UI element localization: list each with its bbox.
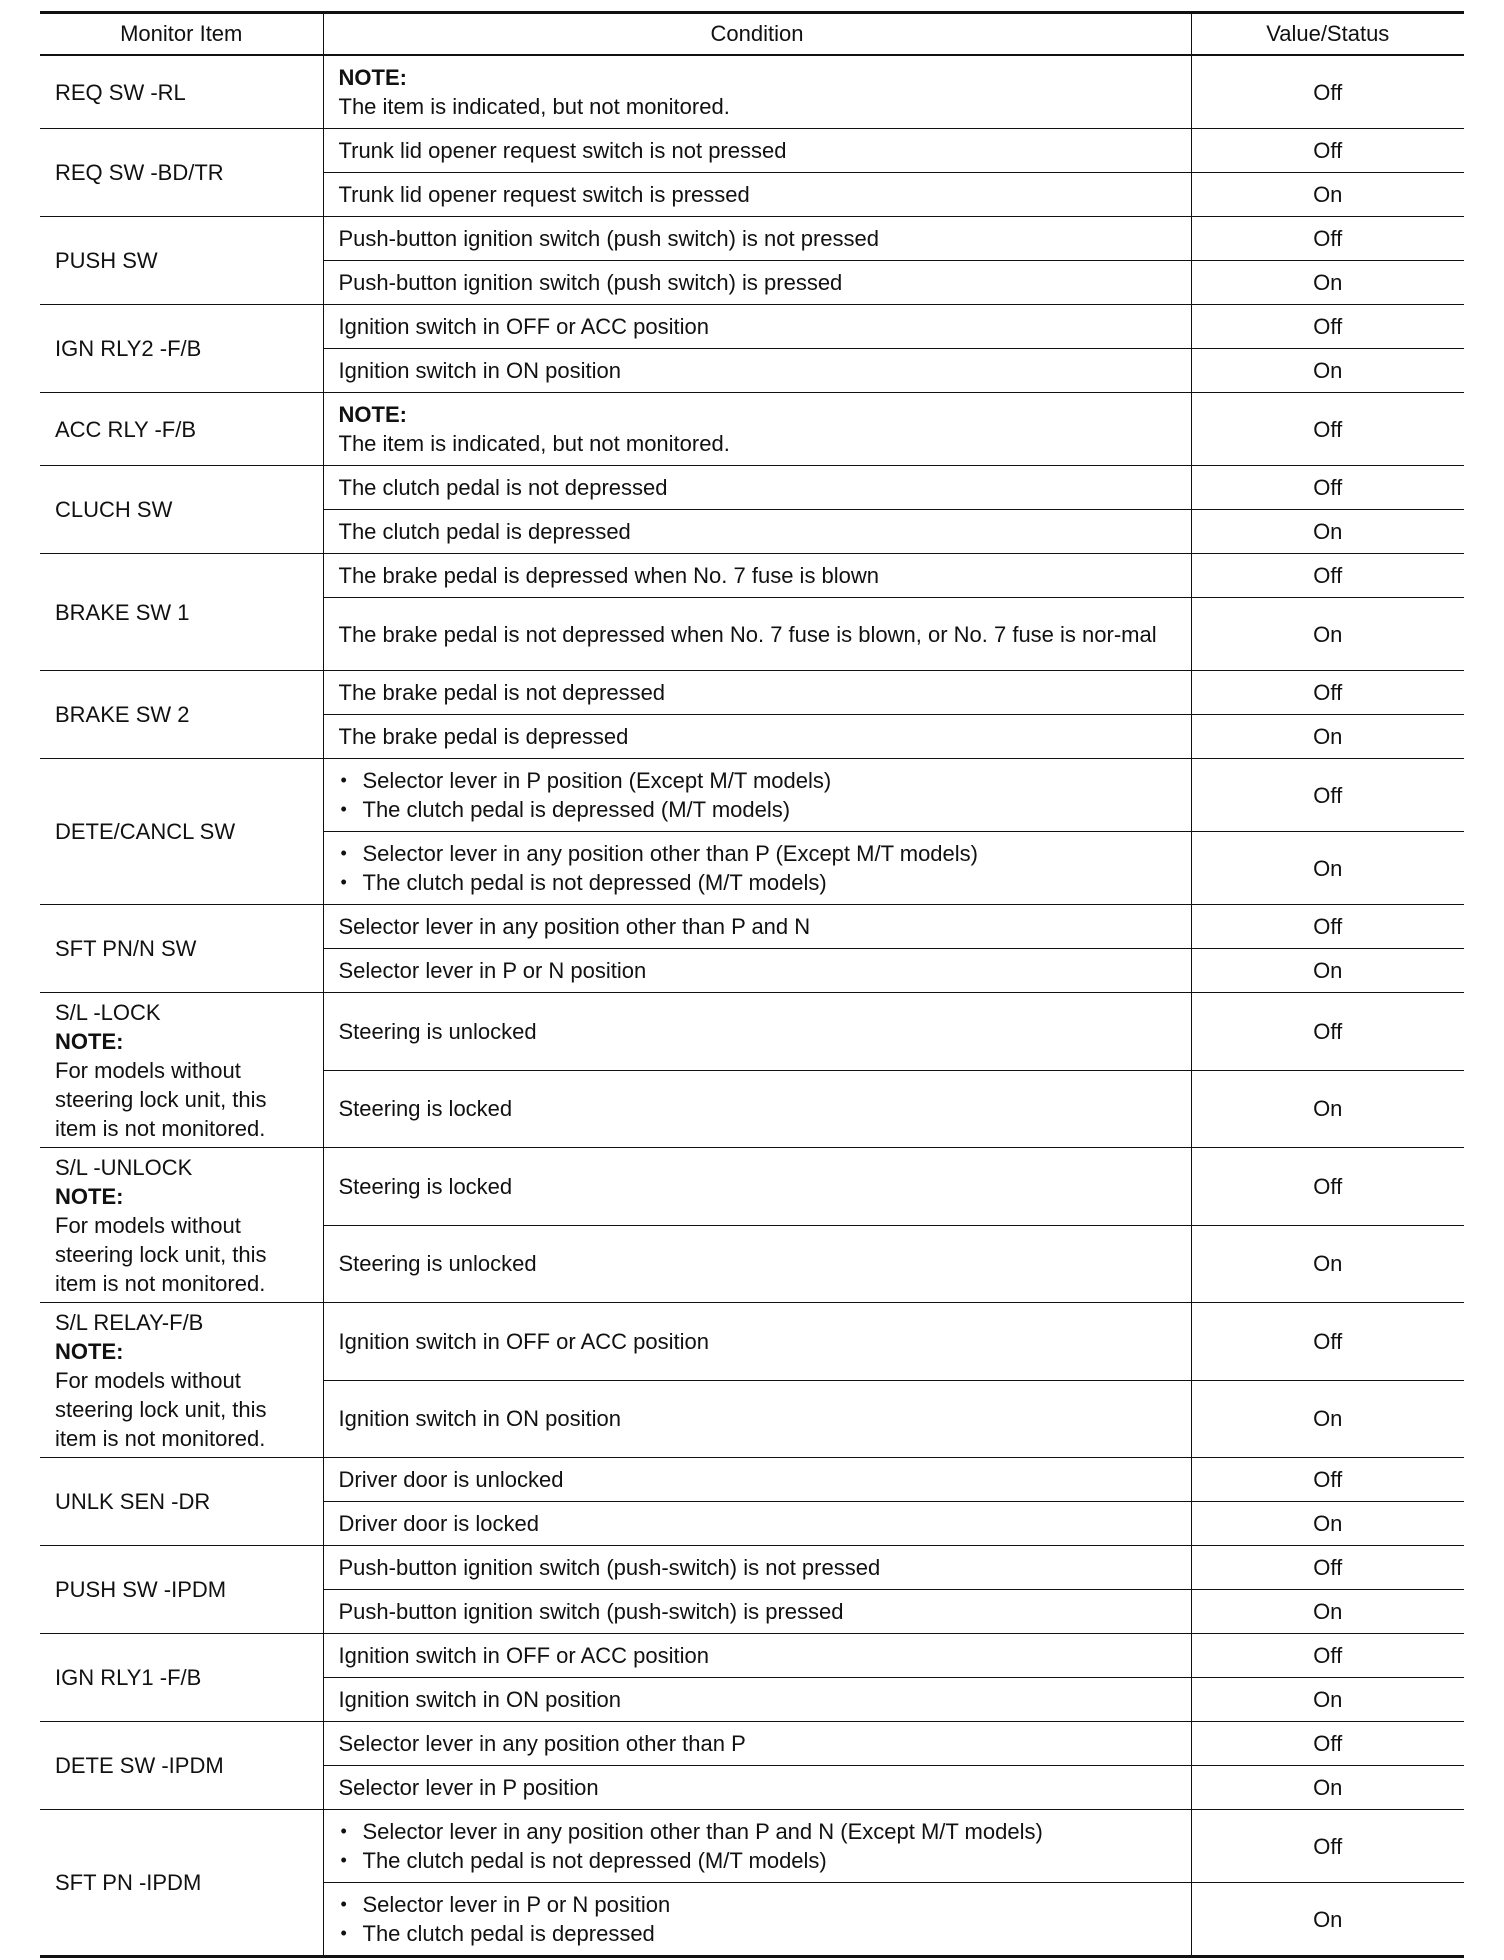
condition-cell: [323, 1634, 1191, 1678]
monitor-item-cell: [40, 466, 323, 554]
monitor-item-name: IGN RLY2 -F/B: [55, 336, 202, 361]
condition-text: Push-button ignition switch (push switch) is not pressed: [338, 226, 879, 251]
value-status-cell: Off: [1191, 1458, 1464, 1502]
condition-text: Trunk lid opener request switch is not pressed: [338, 138, 787, 163]
table-row: [40, 1148, 1464, 1226]
condition-cell: [323, 715, 1191, 759]
monitor-item-cell: [40, 305, 323, 393]
monitor-item-cell: [40, 1634, 323, 1722]
table-row: [40, 305, 1464, 349]
monitor-item-note-line: For models without: [55, 1213, 241, 1238]
condition-bullet-list: [339, 766, 1176, 824]
monitor-item-name: REQ SW -BD/TR: [55, 160, 224, 185]
value-status-cell: Off: [1191, 1546, 1464, 1590]
value-status-cell: On: [1191, 1883, 1464, 1957]
condition-text: The brake pedal is not depressed when No. 7 fuse is blown, or No. 7 fuse is nor-mal: [338, 621, 1157, 647]
table-row: [40, 1303, 1464, 1381]
value-status-cell: On: [1191, 510, 1464, 554]
value-status-cell: Off: [1191, 1722, 1464, 1766]
table-row: [40, 1546, 1464, 1590]
condition-text: Push-button ignition switch (push-switch) is not pressed: [338, 1555, 881, 1580]
monitor-item-cell: [40, 393, 323, 466]
monitor-item-name: ACC RLY -F/B: [55, 416, 196, 442]
condition-cell: [323, 129, 1191, 173]
condition-cell: [323, 1225, 1191, 1303]
condition-bullet-item: • The clutch pedal is not depressed (M/T models): [339, 1846, 1176, 1875]
condition-bullet-item: • Selector lever in any position other than P and N (Except M/T models): [339, 1817, 1176, 1846]
table-row: [40, 993, 1464, 1071]
value-status-cell: On: [1191, 1070, 1464, 1148]
condition-cell: [323, 598, 1191, 671]
monitor-item-cell: [40, 55, 323, 129]
condition-text: The brake pedal is depressed when No. 7 fuse is blown: [338, 563, 880, 588]
condition-note-text: The item is indicated, but not monitored.: [338, 94, 730, 119]
monitor-item-cell: [40, 759, 323, 905]
monitor-item-cell: [40, 129, 323, 217]
condition-text: Ignition switch in ON position: [338, 1406, 621, 1432]
value-status-cell: Off: [1191, 305, 1464, 349]
value-status-cell: Off: [1191, 466, 1464, 510]
condition-note-label: NOTE:: [338, 402, 407, 427]
monitor-item-table: [40, 11, 1464, 1958]
condition-text: Ignition switch in OFF or ACC position: [338, 314, 709, 339]
table-body: [40, 55, 1464, 1957]
condition-bullet-item: • Selector lever in any position other than P (Except M/T models): [339, 839, 1176, 868]
condition-cell: [323, 466, 1191, 510]
condition-cell: [323, 305, 1191, 349]
monitor-item-name: PUSH SW: [55, 248, 158, 273]
value-status-cell: Off: [1191, 671, 1464, 715]
table-row: [40, 55, 1464, 129]
monitor-item-cell: [40, 554, 323, 671]
condition-text: Selector lever in any position other than P and N: [338, 914, 811, 939]
monitor-item-name: SFT PN -IPDM: [55, 1870, 202, 1895]
value-status-cell: Off: [1191, 1148, 1464, 1226]
monitor-item-name: S/L -UNLOCK: [55, 1155, 193, 1180]
table-row: [40, 671, 1464, 715]
condition-bullet-item: • The clutch pedal is depressed: [339, 1919, 1176, 1948]
condition-cell: [323, 173, 1191, 217]
value-status-cell: Off: [1191, 55, 1464, 129]
condition-cell: [323, 905, 1191, 949]
condition-bullet-item: • The clutch pedal is depressed (M/T models): [339, 795, 1176, 824]
monitor-item-cell: [40, 1722, 323, 1810]
value-status-cell: Off: [1191, 993, 1464, 1071]
monitor-table-container: [40, 11, 1464, 1958]
condition-note-label: NOTE:: [338, 65, 407, 90]
condition-cell: [323, 1766, 1191, 1810]
condition-text: Ignition switch in ON position: [338, 1687, 621, 1712]
header-condition: Condition: [323, 13, 1191, 56]
monitor-item-name: IGN RLY1 -F/B: [55, 1665, 202, 1690]
monitor-item-note-label: NOTE:: [55, 1339, 124, 1364]
value-status-cell: Off: [1191, 905, 1464, 949]
condition-cell: [323, 1546, 1191, 1590]
condition-cell: [323, 393, 1191, 466]
condition-cell: [323, 217, 1191, 261]
monitor-item-cell: [40, 1546, 323, 1634]
condition-cell: [323, 1070, 1191, 1148]
value-status-cell: On: [1191, 261, 1464, 305]
condition-text: Ignition switch in ON position: [338, 358, 621, 383]
condition-text: Push-button ignition switch (push-switch) is pressed: [338, 1599, 844, 1624]
monitor-item-name: REQ SW -RL: [55, 79, 186, 105]
value-status-cell: On: [1191, 1590, 1464, 1634]
condition-cell: [323, 1590, 1191, 1634]
value-status-cell: On: [1191, 1766, 1464, 1810]
condition-cell: [323, 759, 1191, 832]
monitor-item-cell: [40, 1148, 323, 1303]
value-status-cell: On: [1191, 832, 1464, 905]
condition-cell: [323, 832, 1191, 905]
condition-cell: [323, 349, 1191, 393]
condition-cell: [323, 1810, 1191, 1883]
table-row: [40, 217, 1464, 261]
monitor-item-name: BRAKE SW 2: [55, 702, 190, 727]
monitor-item-cell: [40, 1458, 323, 1546]
monitor-item-name: SFT PN/N SW: [55, 936, 197, 961]
condition-bullet-list: [339, 1890, 1176, 1948]
condition-cell: [323, 949, 1191, 993]
monitor-item-cell: [40, 1810, 323, 1957]
condition-text: Steering is unlocked: [338, 1018, 537, 1044]
monitor-item-name: BRAKE SW 1: [55, 599, 190, 625]
condition-cell: [323, 261, 1191, 305]
condition-text: Steering is locked: [338, 1173, 513, 1199]
monitor-item-note-line: steering lock unit, this: [55, 1087, 267, 1112]
header-value-status: Value/Status: [1191, 13, 1464, 56]
value-status-cell: On: [1191, 349, 1464, 393]
table-header-row: [40, 13, 1464, 56]
value-status-cell: On: [1191, 1502, 1464, 1546]
monitor-item-note-line: For models without: [55, 1368, 241, 1393]
condition-text: Ignition switch in OFF or ACC position: [338, 1643, 709, 1668]
monitor-item-note-line: item is not monitored.: [55, 1426, 266, 1451]
condition-cell: [323, 1722, 1191, 1766]
value-status-cell: Off: [1191, 1634, 1464, 1678]
monitor-item-cell: [40, 993, 323, 1148]
condition-cell: [323, 55, 1191, 129]
table-row: [40, 1458, 1464, 1502]
monitor-item-name: CLUCH SW: [55, 497, 173, 522]
value-status-cell: Off: [1191, 393, 1464, 466]
condition-text: The clutch pedal is depressed: [338, 519, 631, 544]
monitor-item-note-line: item is not monitored.: [55, 1271, 266, 1296]
monitor-item-note-line: For models without: [55, 1058, 241, 1083]
monitor-item-name: S/L -LOCK: [55, 1000, 161, 1025]
monitor-item-cell: [40, 217, 323, 305]
condition-cell: [323, 1883, 1191, 1957]
value-status-cell: On: [1191, 949, 1464, 993]
condition-cell: [323, 1502, 1191, 1546]
value-status-cell: Off: [1191, 1303, 1464, 1381]
condition-text: Selector lever in P or N position: [338, 958, 647, 983]
condition-text: Steering is unlocked: [338, 1251, 537, 1277]
table-row: [40, 1810, 1464, 1883]
value-status-cell: On: [1191, 715, 1464, 759]
monitor-item-name: DETE/CANCL SW: [55, 819, 236, 844]
condition-text: Trunk lid opener request switch is pressed: [338, 182, 750, 207]
condition-cell: [323, 1148, 1191, 1226]
monitor-item-note-label: NOTE:: [55, 1029, 124, 1054]
condition-cell: [323, 510, 1191, 554]
condition-bullet-list: [339, 1817, 1176, 1875]
condition-cell: [323, 671, 1191, 715]
monitor-item-name: S/L RELAY-F/B: [55, 1310, 204, 1335]
monitor-item-cell: [40, 1303, 323, 1458]
table-row: [40, 466, 1464, 510]
condition-cell: [323, 1303, 1191, 1381]
monitor-item-name: UNLK SEN -DR: [55, 1489, 211, 1514]
table-row: [40, 759, 1464, 832]
condition-bullet-list: [339, 839, 1176, 897]
value-status-cell: Off: [1191, 759, 1464, 832]
table-row: [40, 554, 1464, 598]
condition-bullet-item: • The clutch pedal is not depressed (M/T models): [339, 868, 1176, 897]
condition-text: Selector lever in any position other than P: [338, 1731, 746, 1756]
monitor-item-note-label: NOTE:: [55, 1184, 124, 1209]
condition-text: Push-button ignition switch (push switch) is pressed: [338, 270, 843, 295]
value-status-cell: On: [1191, 598, 1464, 671]
condition-bullet-item: • Selector lever in P position (Except M/T models): [339, 766, 1176, 795]
value-status-cell: On: [1191, 1380, 1464, 1458]
table-row: [40, 905, 1464, 949]
value-status-cell: On: [1191, 173, 1464, 217]
condition-text: Driver door is locked: [338, 1511, 540, 1536]
condition-text: Driver door is unlocked: [338, 1467, 564, 1492]
value-status-cell: Off: [1191, 554, 1464, 598]
condition-note-text: The item is indicated, but not monitored.: [338, 431, 730, 456]
monitor-item-note-line: steering lock unit, this: [55, 1397, 267, 1422]
table-row: [40, 393, 1464, 466]
table-row: [40, 1722, 1464, 1766]
condition-text: The clutch pedal is not depressed: [338, 475, 668, 500]
condition-cell: [323, 1678, 1191, 1722]
monitor-item-name: DETE SW -IPDM: [55, 1753, 224, 1778]
monitor-item-cell: [40, 671, 323, 759]
condition-cell: [323, 554, 1191, 598]
monitor-item-note-line: steering lock unit, this: [55, 1242, 267, 1267]
monitor-item-cell: [40, 905, 323, 993]
value-status-cell: On: [1191, 1225, 1464, 1303]
value-status-cell: On: [1191, 1678, 1464, 1722]
value-status-cell: Off: [1191, 217, 1464, 261]
table-row: [40, 129, 1464, 173]
monitor-item-name: PUSH SW -IPDM: [55, 1577, 227, 1602]
monitor-item-note-line: item is not monitored.: [55, 1116, 266, 1141]
condition-text: Steering is locked: [338, 1096, 513, 1122]
condition-text: The brake pedal is not depressed: [338, 680, 666, 705]
condition-text: Ignition switch in OFF or ACC position: [338, 1328, 709, 1354]
condition-cell: [323, 993, 1191, 1071]
condition-bullet-item: • Selector lever in P or N position: [339, 1890, 1176, 1919]
table-row: [40, 1634, 1464, 1678]
value-status-cell: Off: [1191, 1810, 1464, 1883]
condition-cell: [323, 1380, 1191, 1458]
value-status-cell: Off: [1191, 129, 1464, 173]
condition-cell: [323, 1458, 1191, 1502]
header-monitor-item: Monitor Item: [40, 13, 323, 56]
condition-text: The brake pedal is depressed: [338, 724, 629, 749]
condition-text: Selector lever in P position: [338, 1775, 599, 1800]
